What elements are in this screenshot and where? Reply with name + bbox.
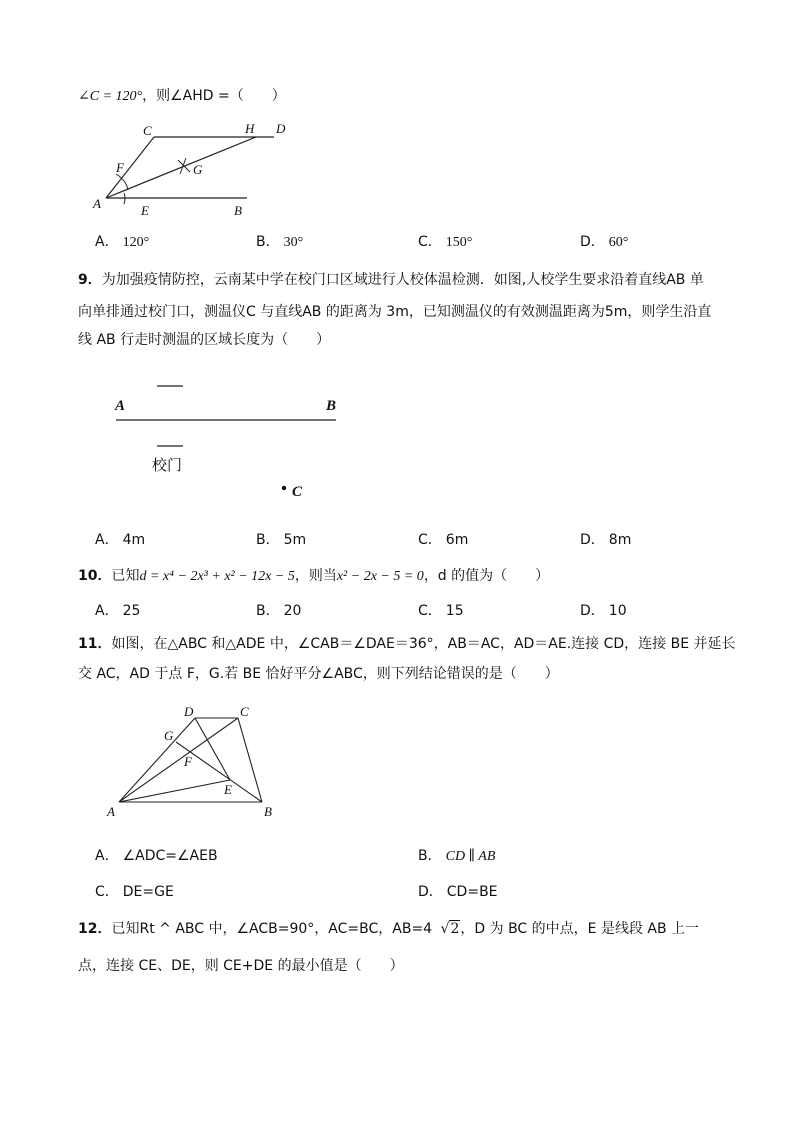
q8-stem-rest: ，则∠AHD =（ ） [142, 88, 286, 104]
q11-label-f: F [184, 754, 192, 769]
option-text: 20 [283, 603, 302, 619]
q10-prefix: 已知 [111, 568, 140, 584]
option-letter: A． [95, 532, 119, 548]
q12-number: 12． [78, 921, 112, 937]
q11-number: 11． [78, 636, 112, 652]
option-letter: D． [418, 884, 443, 900]
option-letter: A． [95, 603, 119, 619]
q9-text-1: 为加强疫情防控，云南某中学在校门口区域进行人校体温检测．如图,人校学生要求沿着直线AB 单 [101, 272, 704, 288]
option-letter: B． [256, 603, 280, 619]
q11-option-d[interactable] [418, 882, 498, 902]
option-letter: A． [95, 234, 119, 250]
sqrt-icon: √2 [440, 921, 460, 937]
q12-line1 [78, 919, 699, 939]
q12-sqrt-value: 2 [450, 921, 460, 937]
option-letter: D． [580, 603, 605, 619]
q10-formula-d: d = x⁴ − 2x³ + x² − 12x − 5 [139, 569, 295, 584]
q8-label-f: F [116, 160, 124, 175]
q8-label-h: H [245, 121, 255, 136]
option-text: 8m [608, 532, 632, 548]
q11-option-b[interactable] [418, 846, 495, 867]
q11-line2: 交 AC，AD 于点 F，G.若 BE 恰好平分∠ABC，则下列结论错误的是（ ） [78, 666, 559, 682]
q9-line3: 线 AB 行走时测温的区域长度为（ ） [78, 332, 331, 348]
q9-label-a: A [115, 398, 126, 414]
q11-label-g: G [164, 728, 174, 743]
q8-label-b: B [234, 203, 242, 218]
q9-label-gate: 校门 [152, 456, 183, 474]
option-text: 15 [445, 603, 464, 619]
option-text: CD=BE [446, 884, 498, 900]
option-letter: D． [580, 234, 605, 250]
q11-label-d: D [184, 704, 194, 719]
option-letter: B． [256, 532, 280, 548]
option-text: 4m [122, 532, 146, 548]
q11-label-c: C [240, 704, 249, 719]
option-text: 6m [445, 532, 469, 548]
option-text: 60° [608, 235, 629, 250]
q12-text-1b: ，D 为 BC 的中点，E 是线段 AB 上一 [460, 921, 700, 937]
option-text: ∠ADC=∠AEB [122, 848, 218, 864]
q11-label-a: A [107, 804, 115, 819]
q8-angle-c: ∠C = 120° [78, 89, 143, 104]
option-letter: B． [256, 234, 280, 250]
q11-label-e: E [224, 782, 232, 797]
option-text: 5m [283, 532, 307, 548]
q8-label-c: C [143, 123, 152, 138]
q12-text-1a: 已知Rt ^ ABC 中，∠ACB=90°，AC=BC，AB=4 [111, 921, 433, 937]
option-text: 150° [445, 235, 473, 250]
q9-number: 9． [78, 272, 102, 288]
q9-label-c: C [292, 484, 303, 500]
option-letter: C． [418, 532, 442, 548]
q11-text-1: 如图，在△ABC 和△ADE 中，∠CAB＝∠DAE＝36°，AB＝AC，AD＝AE.连接 CD，连接 BE 并延长 [111, 636, 736, 652]
q10-formula-cond: x² − 2x − 5 = 0 [336, 569, 424, 584]
option-letter: B． [418, 848, 442, 864]
q9-line2: 向单排通过校门口，测温仪C 与直线AB 的距离为 3m，已知测温仪的有效测温距离为5m，则学生沿直 [78, 304, 712, 320]
q10-number: 10． [78, 568, 112, 584]
option-text: 120° [122, 235, 150, 250]
option-text: 25 [122, 603, 141, 619]
q8-label-e: E [141, 203, 149, 218]
q10-suffix: ，d 的值为（ ） [423, 568, 550, 584]
q10-middle: ，则当 [294, 568, 337, 584]
option-letter: A． [95, 848, 119, 864]
option-letter: C． [95, 884, 119, 900]
q8-label-d: D [276, 121, 286, 136]
option-letter: D． [580, 532, 605, 548]
q11-label-b: B [264, 804, 272, 819]
option-text: 10 [608, 603, 627, 619]
q8-label-g: G [193, 162, 203, 177]
q11-option-c[interactable] [95, 882, 174, 902]
q9-label-b: B [326, 398, 337, 414]
q12-line2: 点，连接 CE、DE，则 CE+DE 的最小值是（ ） [78, 958, 404, 974]
option-letter: C． [418, 234, 442, 250]
q8-label-a: A [93, 196, 101, 211]
q11-option-a[interactable] [95, 846, 218, 866]
option-text: 30° [283, 235, 304, 250]
option-text: DE=GE [122, 884, 174, 900]
option-letter: C． [418, 603, 442, 619]
option-text: CD ∥ AB [445, 849, 496, 864]
